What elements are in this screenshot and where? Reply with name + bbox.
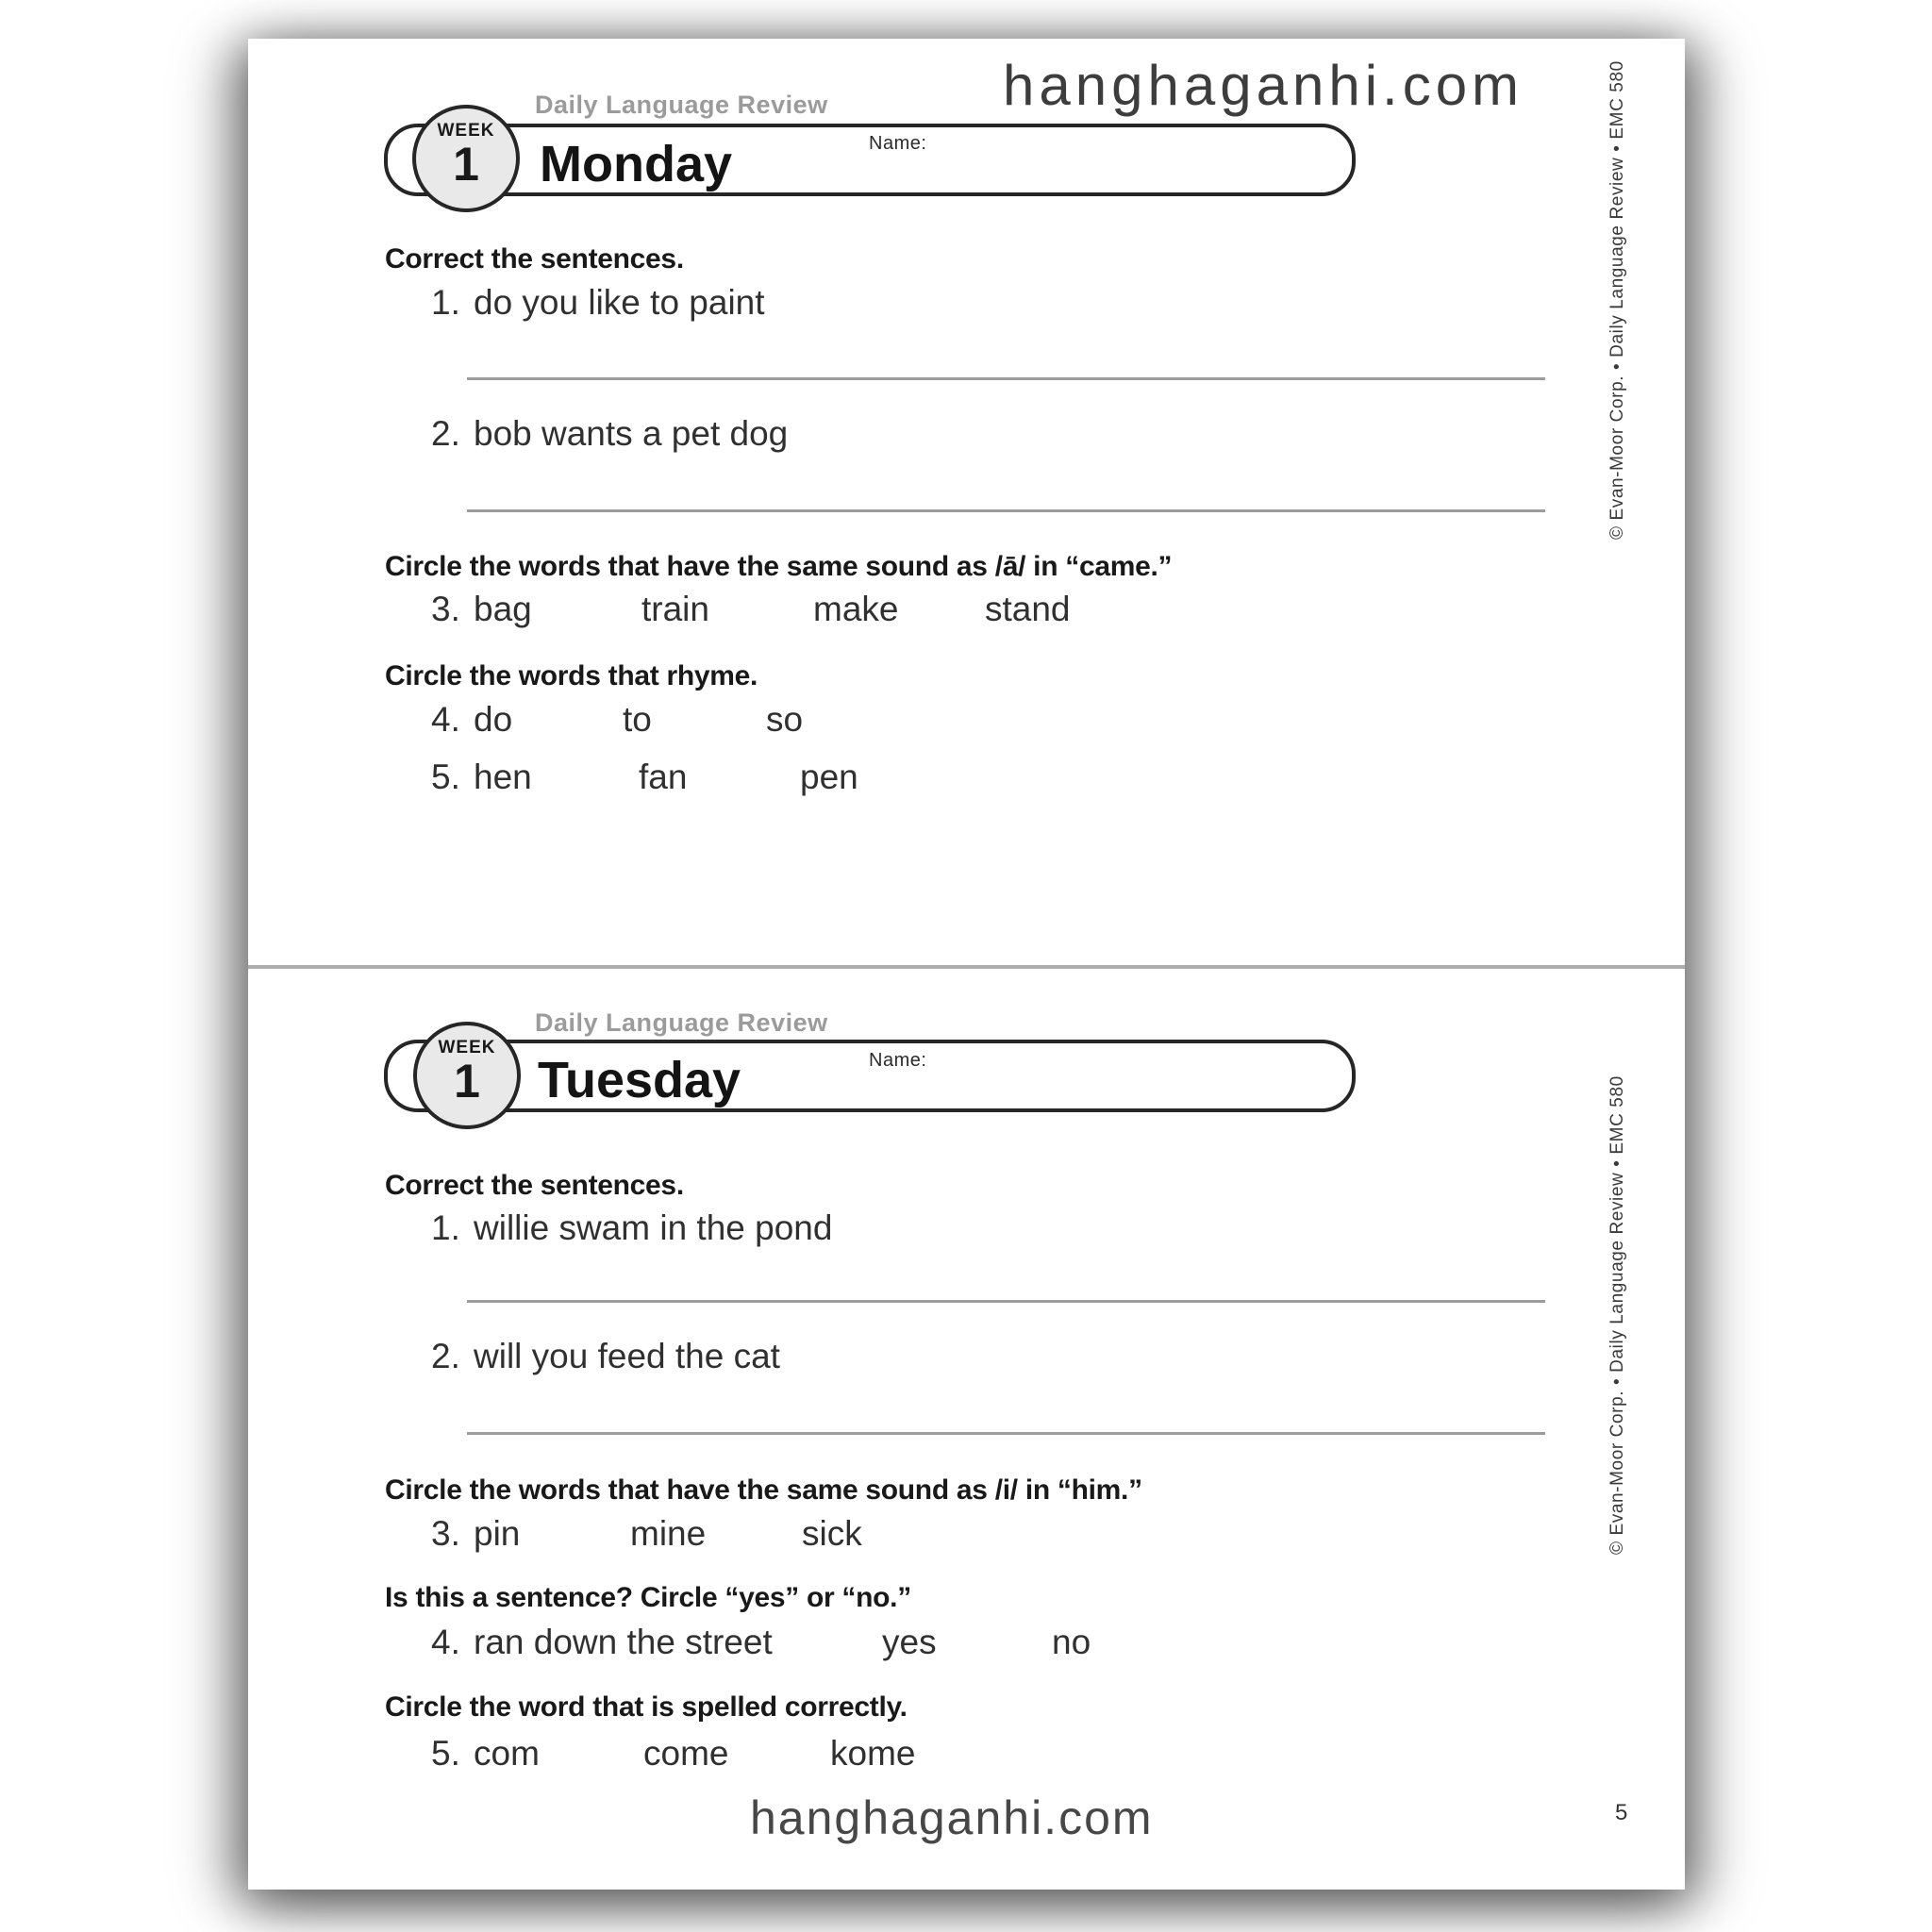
- option-no: no: [1052, 1623, 1091, 1661]
- task-instruction: Correct the sentences.: [385, 243, 684, 275]
- word-choice: pin: [474, 1514, 521, 1553]
- question-text: ran down the street: [474, 1623, 773, 1661]
- answer-line: [467, 377, 1545, 380]
- question-number: 2.: [431, 414, 460, 453]
- task-instruction: Circle the words that rhyme.: [385, 660, 758, 691]
- series-title-monday: Daily Language Review: [535, 91, 828, 119]
- word-choice: kome: [830, 1734, 916, 1773]
- question-number: 2.: [431, 1337, 460, 1375]
- question-number: 3.: [431, 1514, 460, 1553]
- watermark-bottom: hanghaganhi.com: [750, 1791, 1154, 1844]
- week-label-monday: WEEK: [437, 121, 495, 141]
- task-instruction: Circle the words that have the same sound as /i/ in “him.”: [385, 1474, 1142, 1506]
- task-instruction: Correct the sentences.: [385, 1170, 684, 1201]
- task-instruction: Is this a sentence? Circle “yes” or “no.”: [385, 1582, 911, 1613]
- section-divider: [248, 965, 1685, 969]
- answer-line: [467, 509, 1545, 512]
- watermark-top: hanghaganhi.com: [1003, 54, 1524, 117]
- copyright-sidebar-monday: © Evan-Moor Corp. • Daily Language Review • EMC 580: [1607, 60, 1627, 540]
- word-choice: so: [766, 700, 804, 739]
- question-text: bob wants a pet dog: [474, 414, 789, 453]
- word-choice: bag: [474, 590, 532, 628]
- copyright-sidebar-tuesday: © Evan-Moor Corp. • Daily Language Review • EMC 580: [1607, 1075, 1627, 1555]
- task-instruction: Circle the words that have the same sound as /ā/ in “came.”: [385, 551, 1173, 582]
- week-label-tuesday: WEEK: [438, 1038, 496, 1058]
- question-number: 4.: [431, 700, 460, 739]
- word-choice: com: [474, 1734, 540, 1773]
- answer-line: [467, 1432, 1545, 1435]
- name-label-tuesday: Name:: [869, 1050, 927, 1071]
- week-badge-tuesday: [413, 1022, 521, 1129]
- question-number: 5.: [431, 1734, 460, 1773]
- week-number-tuesday: 1: [454, 1055, 480, 1108]
- word-choice: hen: [474, 758, 532, 796]
- word-choice: train: [641, 590, 709, 628]
- task-instruction: Circle the word that is spelled correctly.: [385, 1691, 908, 1723]
- word-choice: mine: [630, 1514, 707, 1553]
- word-choice: sick: [802, 1514, 862, 1553]
- day-title-monday: Monday: [540, 136, 733, 192]
- day-title-tuesday: Tuesday: [538, 1052, 741, 1108]
- question-text: do you like to paint: [474, 283, 765, 322]
- answer-line: [467, 1300, 1545, 1303]
- word-choice: stand: [985, 590, 1071, 628]
- word-choice: to: [623, 700, 652, 739]
- name-label-monday: Name:: [869, 133, 927, 154]
- option-yes: yes: [882, 1623, 937, 1661]
- question-number: 1.: [431, 283, 460, 322]
- question-text: will you feed the cat: [474, 1337, 780, 1375]
- question-number: 1.: [431, 1208, 460, 1247]
- word-choice: come: [643, 1734, 729, 1773]
- question-number: 5.: [431, 758, 460, 796]
- page-number: 5: [1615, 1800, 1628, 1825]
- word-choice: do: [474, 700, 513, 739]
- week-number-monday: 1: [453, 138, 479, 191]
- series-title-tuesday: Daily Language Review: [535, 1008, 828, 1037]
- word-choice: fan: [639, 758, 688, 796]
- word-choice: make: [813, 590, 899, 628]
- word-choice: pen: [800, 758, 858, 796]
- week-badge-monday: [412, 105, 520, 212]
- question-number: 3.: [431, 590, 460, 628]
- question-number: 4.: [431, 1623, 460, 1661]
- question-text: willie swam in the pond: [474, 1208, 833, 1247]
